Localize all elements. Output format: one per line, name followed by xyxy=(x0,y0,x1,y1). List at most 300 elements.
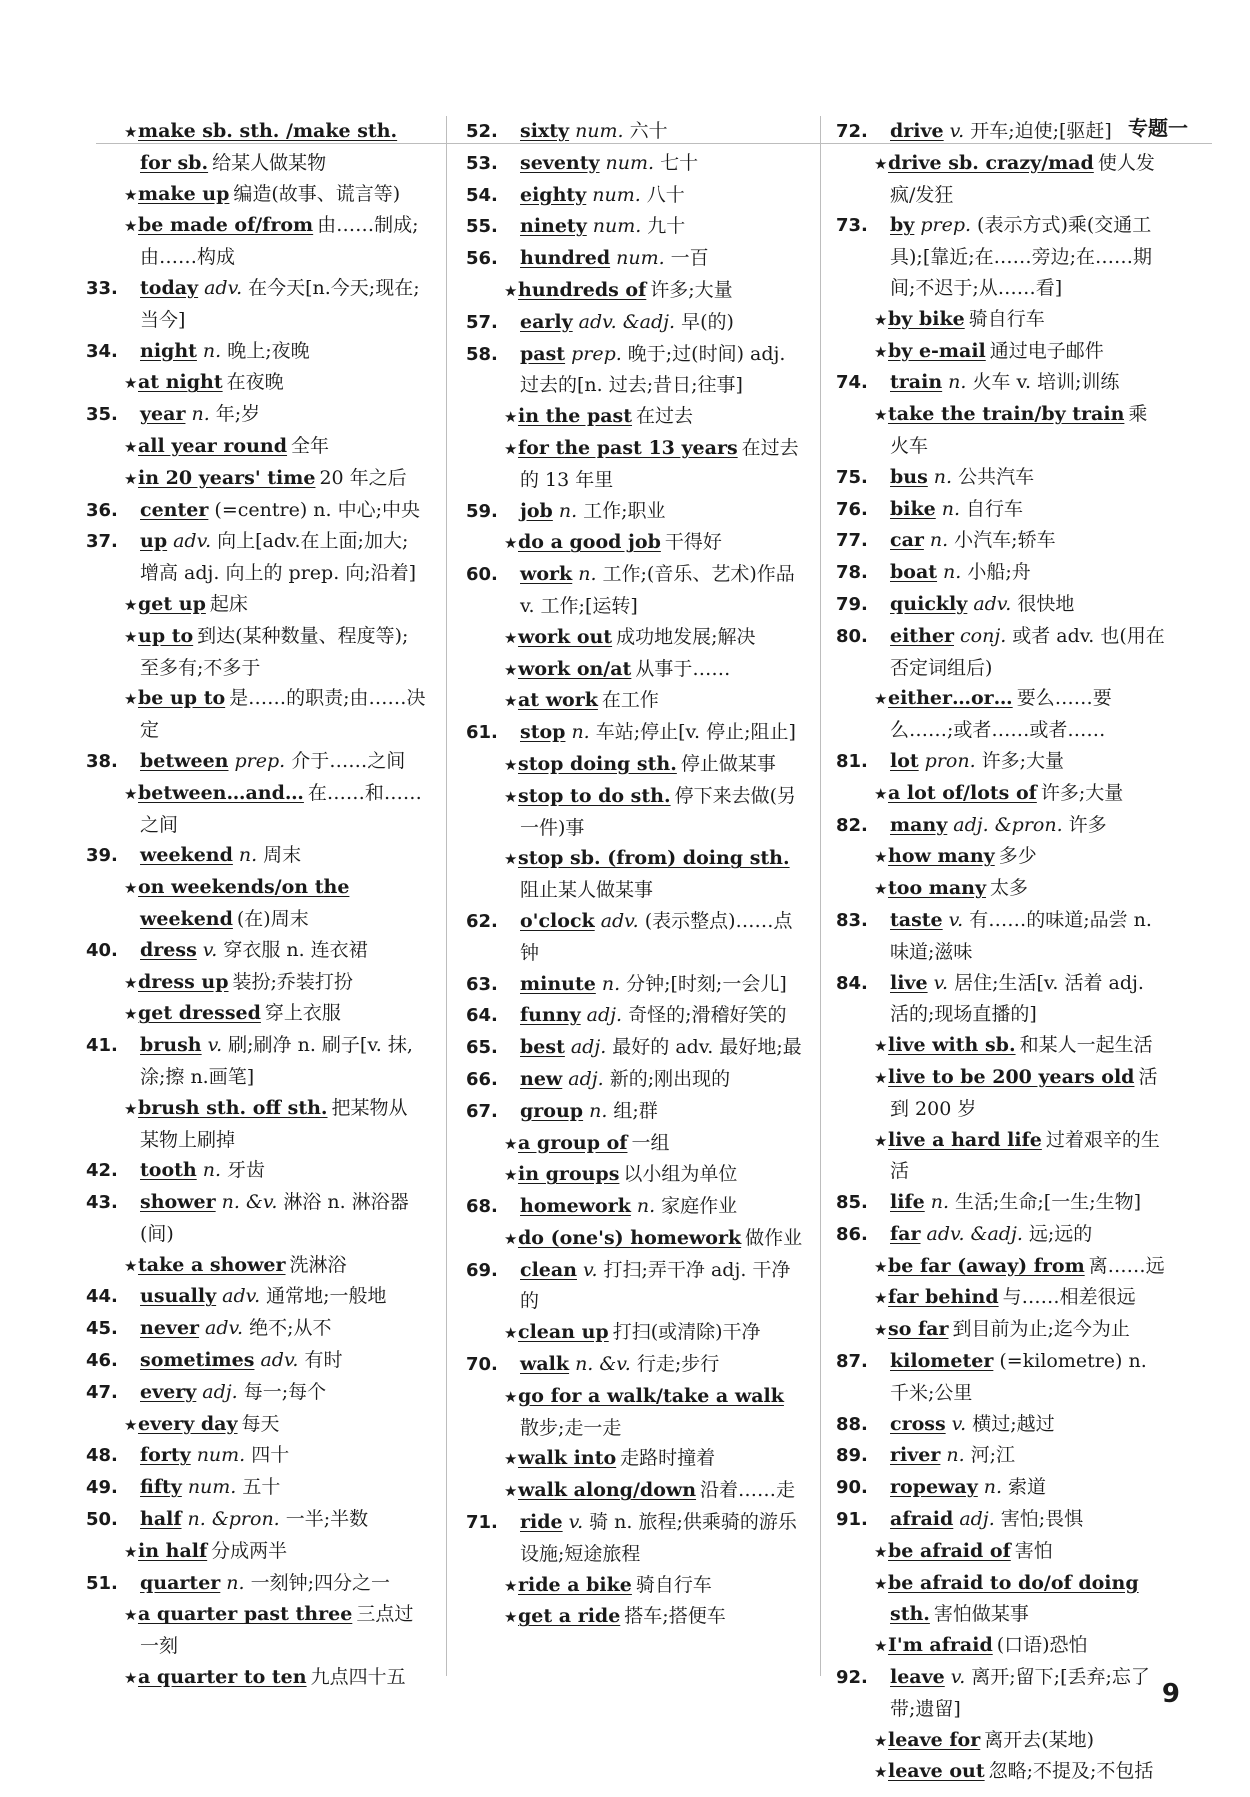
headword: homework xyxy=(520,1195,631,1218)
headword: life xyxy=(890,1191,925,1214)
star-icon: ★ xyxy=(504,1324,518,1343)
part-of-speech: v. xyxy=(202,938,218,961)
headword: funny xyxy=(520,1004,581,1027)
headword: hundred xyxy=(520,247,611,270)
entry-number: 50. xyxy=(86,1509,118,1531)
entry-number: 38. xyxy=(86,750,118,772)
phrase-entry xyxy=(86,1250,426,1282)
definition: 八十 xyxy=(646,183,685,206)
phrase-entry xyxy=(836,1725,1166,1757)
phrase-text: work out xyxy=(518,625,613,648)
part-of-speech: v. xyxy=(949,120,965,142)
headword: new xyxy=(520,1067,563,1090)
phrase-entry xyxy=(86,431,426,463)
entry-number: 91. xyxy=(836,1509,868,1531)
part-of-speech: n. xyxy=(202,339,222,362)
star-icon: ★ xyxy=(124,1606,138,1625)
entry-number: 44. xyxy=(86,1286,118,1308)
definition: 居住;生活[v. 活着 adj. 活的;现场直播的] xyxy=(890,971,1144,1026)
definition: 许多;大量 xyxy=(650,278,733,301)
phrase-text: be made of/from xyxy=(138,214,314,237)
star-icon: ★ xyxy=(124,784,138,803)
entry-number: 84. xyxy=(836,972,868,994)
phrase-text: at night xyxy=(138,371,223,394)
phrase-entry xyxy=(86,463,426,495)
vocab-entry xyxy=(86,1030,426,1093)
entry-number: 47. xyxy=(86,1381,118,1403)
headword: year xyxy=(140,403,186,426)
definition: 七十 xyxy=(660,151,699,174)
phrase-text: in 20 years' time xyxy=(138,466,316,489)
definition: 九十 xyxy=(647,215,686,238)
phrase-text: be up to xyxy=(138,687,226,710)
vocab-entry xyxy=(836,1662,1166,1725)
definition: 穿上衣服 xyxy=(264,1002,341,1025)
phrase-text: get a ride xyxy=(518,1605,621,1628)
part-of-speech: conj. xyxy=(960,624,1007,647)
part-of-speech: adj. xyxy=(570,1036,607,1059)
phrase-text: get up xyxy=(138,592,206,615)
star-icon: ★ xyxy=(124,973,138,992)
phrase-entry xyxy=(836,148,1166,211)
definition: 沿着……走 xyxy=(700,1479,796,1502)
definition: 忽略;不提及;不包括 xyxy=(988,1760,1154,1783)
vocab-entry xyxy=(466,339,806,402)
phrase-entry xyxy=(466,275,806,307)
entry-number: 71. xyxy=(466,1512,498,1534)
definition: 四十 xyxy=(251,1444,290,1467)
entry-number: 59. xyxy=(466,500,498,522)
definition: 有……的味道;品尝 n. 味道;滋味 xyxy=(890,908,1152,963)
headword: bus xyxy=(890,465,928,488)
phrase-entry xyxy=(466,654,806,686)
vocab-entry xyxy=(466,116,806,148)
part-of-speech: n. xyxy=(948,371,967,394)
part-of-speech: n. &v. xyxy=(575,1353,631,1376)
definition: 晚于;过(时间) adj. 过去的[n. 过去;昔日;往事] xyxy=(520,342,786,397)
definition: 家庭作业 xyxy=(661,1195,738,1218)
star-icon: ★ xyxy=(874,1731,888,1750)
phrase-text: dress up xyxy=(138,970,229,993)
definition: 到目前为止;迄今为止 xyxy=(952,1318,1130,1341)
phrase-text: leave out xyxy=(888,1760,985,1783)
entry-number: 37. xyxy=(86,531,118,553)
vocab-entry xyxy=(86,1313,426,1345)
definition: 公共汽车 xyxy=(958,465,1035,488)
headword: quickly xyxy=(890,592,968,615)
headword: seventy xyxy=(520,151,600,174)
entry-number: 57. xyxy=(466,311,498,333)
definition: 搭车;搭便车 xyxy=(624,1605,726,1628)
definition: (=centre) n. 中心;中央 xyxy=(214,498,420,521)
phrase-text: either…or… xyxy=(888,687,1013,710)
definition: 通过电子邮件 xyxy=(989,339,1104,362)
star-icon: ★ xyxy=(874,1321,888,1340)
phrase-entry xyxy=(86,778,426,841)
vocab-entry xyxy=(466,1096,806,1128)
definition: 在过去 xyxy=(636,405,694,428)
headword: kilometer xyxy=(890,1350,994,1373)
vocab-entry xyxy=(86,1472,426,1504)
star-icon: ★ xyxy=(504,850,518,869)
entry-number: 43. xyxy=(86,1192,118,1214)
part-of-speech: n. xyxy=(589,1099,608,1122)
definition: 阻止某人做某事 xyxy=(520,879,654,902)
headword: o'clock xyxy=(520,909,595,932)
phrase-entry xyxy=(86,1093,426,1156)
part-of-speech: v. xyxy=(583,1258,598,1281)
definition: 六十 xyxy=(629,120,668,142)
definition: 停止做某事 xyxy=(680,752,776,775)
phrase-text: be afraid of xyxy=(888,1539,1011,1562)
phrase-text: live a hard life xyxy=(888,1128,1042,1151)
part-of-speech: n. xyxy=(578,563,597,586)
entry-number: 72. xyxy=(836,121,868,142)
entry-number: 53. xyxy=(466,152,498,174)
definition: 害怕;畏惧 xyxy=(1000,1508,1084,1531)
part-of-speech: num. xyxy=(592,215,642,238)
entry-number: 52. xyxy=(466,121,498,142)
definition: 小船;舟 xyxy=(967,561,1031,584)
part-of-speech: n. xyxy=(933,465,953,488)
headword: car xyxy=(890,529,924,552)
phrase-text: a quarter past three xyxy=(138,1603,353,1626)
entry-number: 64. xyxy=(466,1005,498,1027)
star-icon: ★ xyxy=(504,1134,518,1153)
vocab-entry xyxy=(86,526,426,589)
vocab-entry xyxy=(836,525,1166,557)
part-of-speech: n. xyxy=(946,1444,965,1467)
definition: 生活;生命;[一生;生物] xyxy=(954,1191,1142,1214)
phrase-entry xyxy=(466,1128,806,1160)
vocab-entry xyxy=(836,1187,1166,1219)
entry-number: 41. xyxy=(86,1035,118,1057)
definition: 通常地;一般地 xyxy=(266,1285,387,1308)
phrase-entry xyxy=(836,1568,1166,1631)
part-of-speech: adv. xyxy=(204,276,243,299)
phrase-entry xyxy=(466,1223,806,1255)
definition: 小汽车;轿车 xyxy=(954,529,1056,552)
column-divider xyxy=(446,116,447,1676)
headword: group xyxy=(520,1099,584,1122)
definition: 做作业 xyxy=(745,1226,803,1249)
headword: sometimes xyxy=(140,1349,255,1372)
phrase-text: a quarter to ten xyxy=(138,1666,307,1689)
vocab-entry xyxy=(466,1000,806,1032)
definition: 工作;(音乐、艺术)作品 v. 工作;[运转] xyxy=(520,563,795,617)
definition: 多少 xyxy=(998,845,1037,868)
headword: brush xyxy=(140,1034,202,1057)
vocab-entry xyxy=(836,621,1166,684)
star-icon: ★ xyxy=(874,1574,888,1593)
part-of-speech: adv. &adj. xyxy=(578,310,676,333)
phrase-entry xyxy=(836,399,1166,462)
part-of-speech: n. xyxy=(930,1191,949,1214)
part-of-speech: prep. xyxy=(571,342,622,365)
star-icon: ★ xyxy=(124,217,138,236)
part-of-speech: n. xyxy=(941,497,961,520)
phrase-text: stop to do sth. xyxy=(518,784,671,807)
vocab-entry xyxy=(86,1504,426,1536)
part-of-speech: v. xyxy=(948,908,964,931)
definition: 骑 n. 旅程;供乘骑的游乐设施;短途旅程 xyxy=(520,1511,797,1565)
phrase-entry xyxy=(466,401,806,433)
vocab-entry xyxy=(836,589,1166,621)
phrase-text: stop doing sth. xyxy=(518,752,677,775)
definition: 和某人一起生活 xyxy=(1019,1034,1153,1057)
definition: 在过去的 13 年里 xyxy=(520,436,799,491)
phrase-entry xyxy=(836,336,1166,368)
phrase-entry xyxy=(836,1756,1166,1788)
definition: 离……远 xyxy=(1088,1254,1165,1277)
part-of-speech: num. xyxy=(616,247,665,270)
definition: 火车 v. 培训;训练 xyxy=(972,371,1120,394)
phrase-text: be afraid to do/of doing sth. xyxy=(888,1571,1139,1626)
definition: 年;岁 xyxy=(215,403,261,426)
headword: eighty xyxy=(520,183,587,206)
definition: 打扫(或清除)干净 xyxy=(612,1321,761,1344)
part-of-speech: adv. xyxy=(222,1285,261,1308)
definition: 九点四十五 xyxy=(310,1666,406,1689)
definition: 牙齿 xyxy=(227,1159,266,1182)
definition: 河;江 xyxy=(970,1444,1016,1467)
definition: 工作;职业 xyxy=(583,499,666,522)
definition: 每一;每个 xyxy=(243,1380,327,1403)
definition: 离开去(某地) xyxy=(984,1728,1095,1751)
headword: afraid xyxy=(890,1508,954,1531)
star-icon: ★ xyxy=(124,690,138,709)
definition: 三点过一刻 xyxy=(140,1603,414,1658)
phrase-text: by bike xyxy=(888,307,965,330)
definition: 装扮;乔装打扮 xyxy=(232,970,353,993)
definition: 散步;走一走 xyxy=(520,1416,622,1439)
vocab-entry xyxy=(836,1440,1166,1472)
headword: lot xyxy=(890,749,919,772)
definition: 车站;停止[v. 停止;阻止] xyxy=(595,721,796,744)
headword: river xyxy=(890,1444,941,1467)
phrase-text: how many xyxy=(888,845,995,868)
headword: job xyxy=(520,499,553,522)
vocab-entry xyxy=(466,717,806,749)
part-of-speech: adj. xyxy=(959,1508,995,1531)
definition: 骑自行车 xyxy=(635,1573,712,1596)
definition: 打扫;弄干净 adj. 干净的 xyxy=(520,1258,791,1313)
part-of-speech: n. xyxy=(929,529,949,552)
definition: 横过;越过 xyxy=(972,1412,1055,1435)
phrase-entry xyxy=(86,621,426,684)
part-of-speech: num. xyxy=(575,120,624,142)
star-icon: ★ xyxy=(874,690,888,709)
vocab-entry xyxy=(466,496,806,528)
entry-number: 75. xyxy=(836,466,868,488)
phrase-entry xyxy=(836,304,1166,336)
star-icon: ★ xyxy=(504,1229,518,1248)
entry-number: 42. xyxy=(86,1160,118,1182)
vocab-entry xyxy=(836,1504,1166,1536)
headword: today xyxy=(140,276,199,299)
entry-number: 83. xyxy=(836,909,868,931)
definition: (表示方式)乘(交通工具);[靠近;在……旁边;在……期间;不迟于;从……看] xyxy=(890,214,1153,299)
star-icon: ★ xyxy=(124,627,138,646)
part-of-speech: num. xyxy=(196,1444,246,1467)
star-icon: ★ xyxy=(874,848,888,867)
phrase-text: all year round xyxy=(138,434,288,457)
phrase-entry xyxy=(836,1630,1166,1662)
definition: 早(的) xyxy=(681,310,734,333)
star-icon: ★ xyxy=(124,123,138,141)
definition: 乘火车 xyxy=(890,403,1148,457)
star-icon: ★ xyxy=(124,879,138,898)
phrase-text: a group of xyxy=(518,1131,628,1154)
definition: 全年 xyxy=(291,434,330,457)
phrase-text: in half xyxy=(138,1539,208,1562)
headword: taste xyxy=(890,908,943,931)
entry-number: 76. xyxy=(836,498,868,520)
headword: bike xyxy=(890,497,936,520)
phrase-text: on weekends/on the weekend xyxy=(138,876,350,930)
part-of-speech: n. &pron. xyxy=(187,1508,280,1531)
definition: 很快地 xyxy=(1017,592,1075,615)
headword: best xyxy=(520,1036,565,1059)
definition: 干得好 xyxy=(664,531,722,554)
definition: (表示整点)……点钟 xyxy=(520,909,793,964)
star-icon: ★ xyxy=(124,1542,138,1561)
entry-number: 70. xyxy=(466,1354,498,1376)
star-icon: ★ xyxy=(504,1576,518,1595)
definition: (在)周末 xyxy=(236,907,309,930)
entry-number: 49. xyxy=(86,1477,118,1499)
phrase-entry xyxy=(466,1317,806,1349)
part-of-speech: n. xyxy=(558,499,578,522)
headword: drive xyxy=(890,120,944,142)
entry-number: 68. xyxy=(466,1196,498,1218)
definition: 远;远的 xyxy=(1028,1222,1093,1245)
entry-number: 35. xyxy=(86,404,118,426)
star-icon: ★ xyxy=(504,281,518,300)
entry-number: 40. xyxy=(86,939,118,961)
star-icon: ★ xyxy=(124,374,138,393)
phrase-text: take a shower xyxy=(138,1253,286,1276)
phrase-text: drive sb. crazy/mad xyxy=(888,151,1094,174)
part-of-speech: v. xyxy=(950,1666,966,1689)
definition: 或者 adv. 也(用在否定词组后) xyxy=(890,624,1165,679)
headword: train xyxy=(890,371,943,394)
vocab-entry xyxy=(466,180,806,212)
headword: fifty xyxy=(140,1476,182,1499)
part-of-speech: n. xyxy=(238,844,258,867)
part-of-speech: adj. &pron. xyxy=(953,813,1063,836)
definition: 绝不;从不 xyxy=(249,1317,332,1340)
headword: usually xyxy=(140,1285,217,1308)
phrase-entry xyxy=(466,1159,806,1191)
definition: 从事于…… xyxy=(635,657,731,680)
vocab-entry xyxy=(836,462,1166,494)
part-of-speech: adv. xyxy=(173,530,212,553)
phrase-text: a lot of/lots of xyxy=(888,781,1037,804)
entry-number: 36. xyxy=(86,499,118,521)
star-icon: ★ xyxy=(124,1256,138,1275)
headword: cross xyxy=(890,1412,946,1435)
star-icon: ★ xyxy=(124,1669,138,1688)
phrase-entry xyxy=(836,1251,1166,1283)
phrase-text: be far (away) from xyxy=(888,1254,1085,1277)
vocab-entry xyxy=(86,1568,426,1600)
definition: 太多 xyxy=(990,877,1029,900)
headword: past xyxy=(520,342,566,365)
definition: 成功地发展;解决 xyxy=(616,625,756,648)
definition: 20 年之后 xyxy=(319,466,407,489)
part-of-speech: num. xyxy=(605,151,655,174)
phrase-entry xyxy=(86,1662,426,1694)
definition: 一刻钟;四分之一 xyxy=(250,1571,390,1594)
headword: many xyxy=(890,813,948,836)
phrase-entry xyxy=(466,433,806,496)
definition: 给某人做某物 xyxy=(212,151,327,174)
vocab-entry xyxy=(466,307,806,339)
phrase-entry xyxy=(466,781,806,844)
entry-number: 81. xyxy=(836,750,868,772)
part-of-speech: adj. xyxy=(202,1380,238,1403)
definition: 一半;半数 xyxy=(285,1508,369,1531)
phrase-entry xyxy=(466,527,806,559)
star-icon: ★ xyxy=(504,660,518,679)
vocab-entry xyxy=(836,968,1166,1031)
part-of-speech: adv. xyxy=(600,909,639,932)
headword: night xyxy=(140,339,197,362)
entry-number: 66. xyxy=(466,1068,498,1090)
part-of-speech: adj. xyxy=(586,1004,623,1027)
definition: 是……的职责;由……决定 xyxy=(140,687,426,742)
headword: stop xyxy=(520,721,566,744)
entry-number: 69. xyxy=(466,1259,498,1281)
vocab-column-3 xyxy=(836,116,1166,1783)
phrase-text: walk into xyxy=(518,1447,617,1470)
entry-number: 46. xyxy=(86,1350,118,1372)
headword: early xyxy=(520,310,573,333)
definition: 晚上;夜晚 xyxy=(227,339,310,362)
definition: 穿衣服 n. 连衣裙 xyxy=(223,938,368,961)
definition: 有时 xyxy=(304,1349,343,1372)
headword: ropeway xyxy=(890,1476,978,1499)
entry-number: 74. xyxy=(836,372,868,394)
phrase-entry xyxy=(86,1536,426,1568)
vocab-entry xyxy=(466,1191,806,1223)
part-of-speech: v. xyxy=(568,1511,584,1534)
phrase-text: in groups xyxy=(518,1163,620,1186)
definition: 向上[adv.在上面;加大;增高 adj. 向上的 prep. 向;沿着] xyxy=(140,530,417,585)
definition: 编造(故事、谎言等) xyxy=(233,182,401,205)
vocab-entry xyxy=(86,746,426,778)
phrase-entry xyxy=(86,589,426,621)
entry-number: 80. xyxy=(836,625,868,647)
part-of-speech: n. xyxy=(601,972,621,995)
phrase-entry xyxy=(466,1475,806,1507)
definition: 介于……之间 xyxy=(291,749,406,772)
vocab-entry xyxy=(86,1377,426,1409)
vocab-entry xyxy=(466,1032,806,1064)
phrase-entry xyxy=(836,1282,1166,1314)
definition: 许多;大量 xyxy=(1040,781,1124,804)
vocab-entry xyxy=(86,495,426,527)
phrase-text: up to xyxy=(138,624,194,647)
vocab-entry xyxy=(836,116,1166,148)
headword: tooth xyxy=(140,1159,197,1182)
definition: 五十 xyxy=(242,1476,281,1499)
vocab-entry xyxy=(86,273,426,336)
entry-number: 56. xyxy=(466,248,498,270)
definition: (口语)恐怕 xyxy=(996,1634,1088,1657)
star-icon: ★ xyxy=(874,1037,888,1056)
